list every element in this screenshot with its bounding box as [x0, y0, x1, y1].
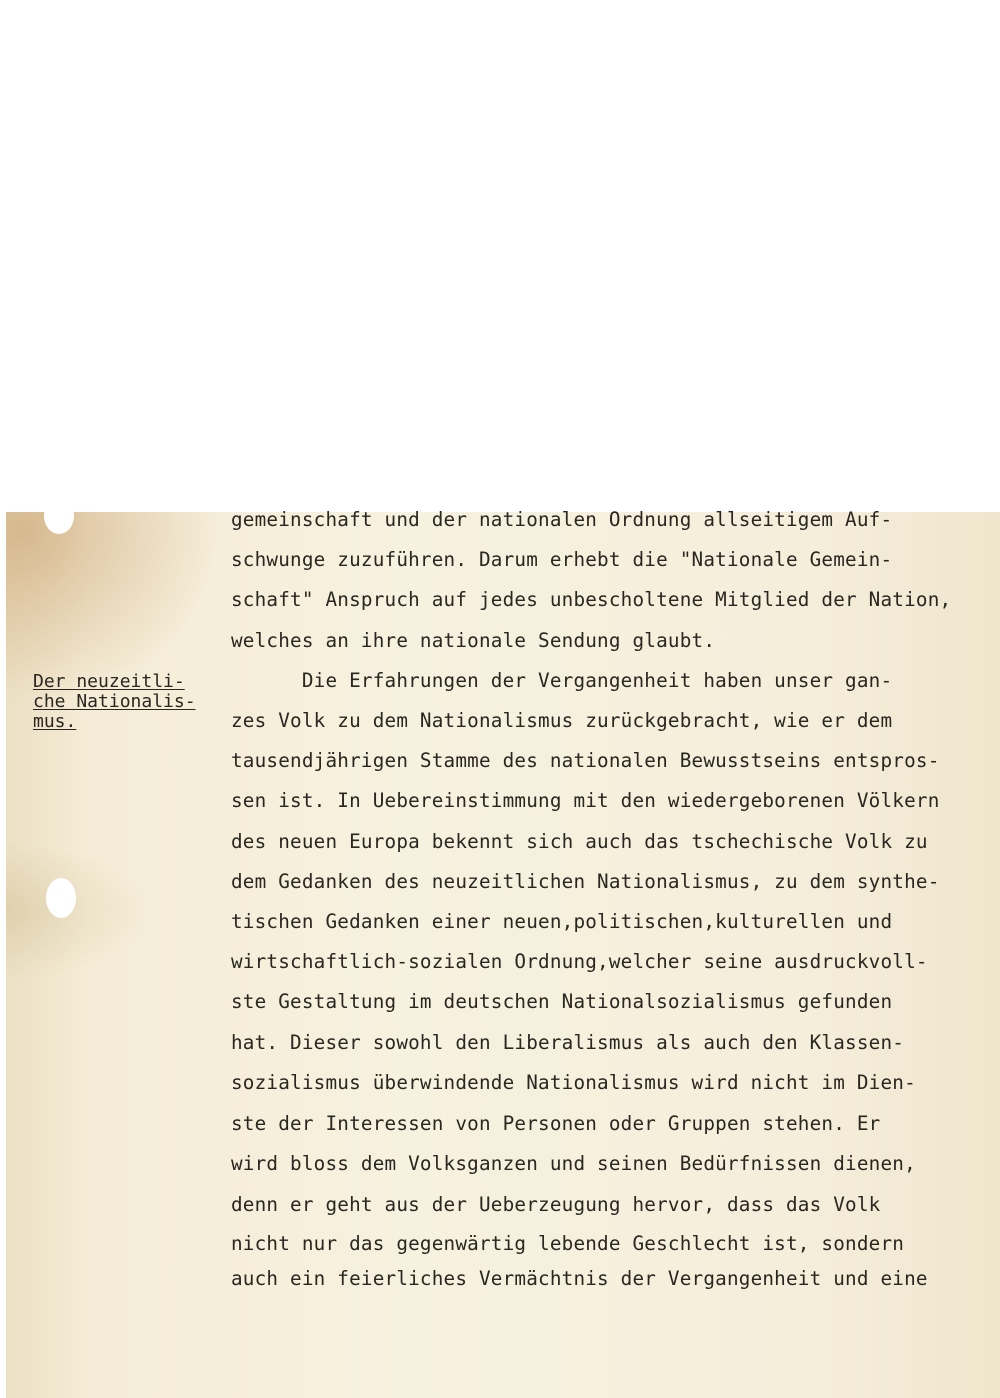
margin-note-line: Der neuzeitli-: [33, 671, 185, 692]
text-line: denn er geht aus der Ueberzeugung hervor, dass das Volk: [231, 1193, 881, 1216]
text-line: ste Gestaltung im deutschen Nationalsozialismus gefunden: [231, 990, 893, 1013]
text-line: nicht nur das gegenwärtig lebende Geschlecht ist, sondern: [231, 1232, 905, 1255]
margin-note-line: che Nationalis-: [33, 691, 196, 712]
punch-hole: [44, 498, 74, 534]
text-line: sen ist. In Uebereinstimmung mit den wiedergeborenen Völkern: [231, 789, 940, 812]
text-line: wird bloss dem Volksganzen und seinen Bedürfnissen dienen,: [231, 1152, 916, 1175]
text-line: des neuen Europa bekennt sich auch das tschechische Volk zu: [231, 830, 928, 853]
text-line: schwunge zuzuführen. Darum erhebt die "Nationale Gemein-: [231, 548, 893, 571]
text-line: dem Gedanken des neuzeitlichen Nationalismus, zu dem synthe-: [231, 870, 940, 893]
text-line: ste der Interessen von Personen oder Gruppen stehen. Er: [231, 1112, 881, 1135]
text-line: hat. Dieser sowohl den Liberalismus als auch den Klassen-: [231, 1031, 905, 1054]
punch-hole: [46, 878, 76, 918]
text-line: wirtschaftlich-sozialen Ordnung,welcher seine ausdruckvoll-: [231, 950, 928, 973]
paper-sheet: [6, 508, 1000, 1398]
text-line: tischen Gedanken einer neuen,politischen,kulturellen und: [231, 910, 893, 933]
text-line: schaft" Anspruch auf jedes unbescholtene Mitglied der Nation,: [231, 588, 952, 611]
margin-note-line: mus.: [33, 711, 77, 732]
text-line: welches an ihre nationale Sendung glaubt.: [231, 629, 716, 652]
text-line: zes Volk zu dem Nationalismus zurückgebracht, wie er dem: [231, 709, 893, 732]
text-line: auch ein feierliches Vermächtnis der Vergangenheit und eine: [231, 1267, 928, 1290]
text-line: sozialismus überwindende Nationalismus wird nicht im Dien-: [231, 1071, 916, 1094]
text-line: tausendjährigen Stamme des nationalen Bewusstseins entspros-: [231, 749, 940, 772]
text-line: Die Erfahrungen der Vergangenheit haben unser gan-: [231, 669, 893, 692]
text-line: gemeinschaft und der nationalen Ordnung allseitigem Auf-: [231, 508, 893, 531]
